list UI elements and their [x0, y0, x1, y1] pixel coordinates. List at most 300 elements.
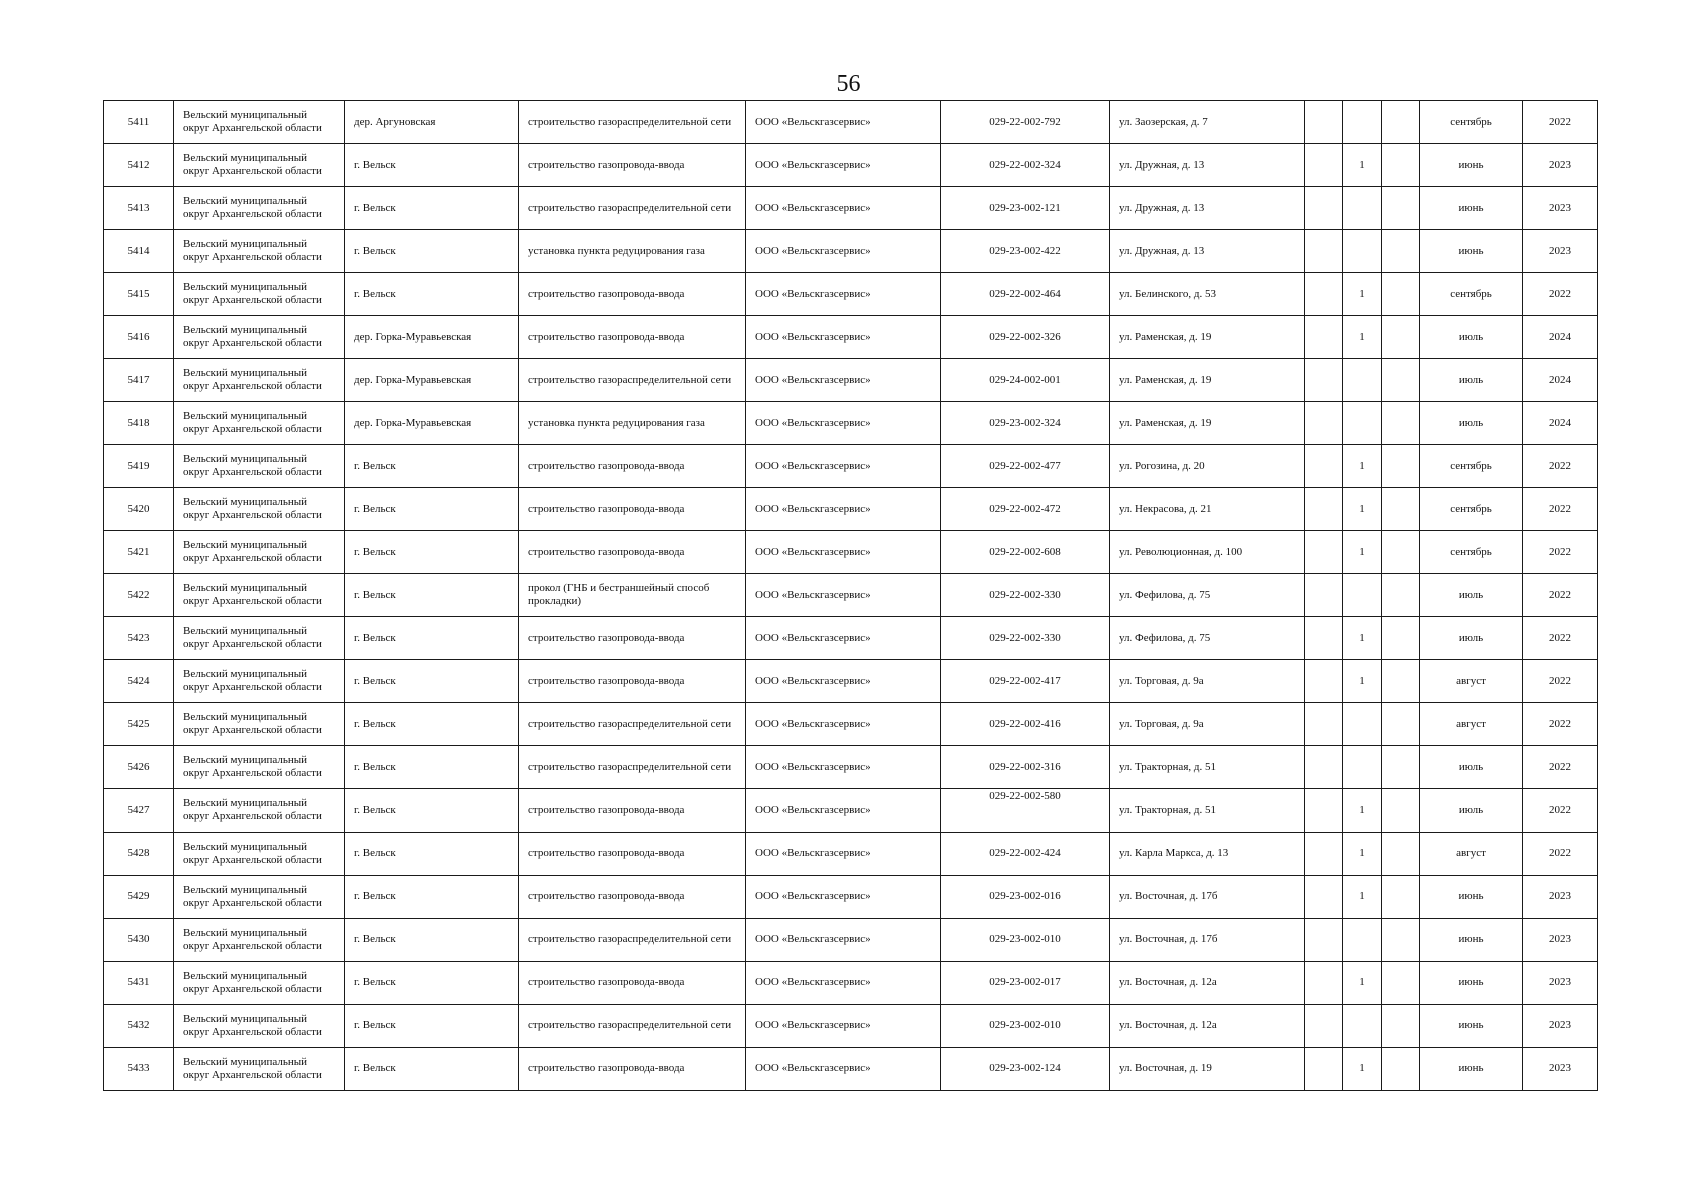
- empty-cell: [1305, 961, 1343, 1004]
- code-cell: 029-23-002-010: [941, 918, 1110, 961]
- locality-cell: г. Вельск: [345, 746, 519, 789]
- district-cell: Вельский муниципальный округ Архангельской области: [174, 1004, 345, 1047]
- quantity-cell: 1: [1343, 660, 1382, 703]
- row-number-cell: 5412: [104, 144, 174, 187]
- quantity-cell: [1343, 402, 1382, 445]
- table-row: [104, 187, 1598, 230]
- quantity-cell: 1: [1343, 488, 1382, 531]
- month-cell: август: [1420, 832, 1523, 875]
- empty-cell: [1382, 445, 1420, 488]
- quantity-cell: 1: [1343, 789, 1382, 833]
- quantity-cell: [1343, 746, 1382, 789]
- row-number-cell: 5426: [104, 746, 174, 789]
- quantity-cell: 1: [1343, 1047, 1382, 1090]
- address-cell: ул. Восточная, д. 12а: [1110, 1004, 1305, 1047]
- address-cell: ул. Фефилова, д. 75: [1110, 617, 1305, 660]
- organization-cell: ООО «Вельскгазсервис»: [746, 359, 941, 402]
- empty-cell: [1305, 187, 1343, 230]
- work-type-cell: строительство газопровода-ввода: [519, 445, 746, 488]
- month-cell: сентябрь: [1420, 488, 1523, 531]
- district-cell: Вельский муниципальный округ Архангельской области: [174, 230, 345, 273]
- organization-cell: ООО «Вельскгазсервис»: [746, 488, 941, 531]
- quantity-cell: [1343, 187, 1382, 230]
- empty-cell: [1382, 660, 1420, 703]
- empty-cell: [1382, 316, 1420, 359]
- address-cell: ул. Раменская, д. 19: [1110, 316, 1305, 359]
- empty-cell: [1382, 1047, 1420, 1090]
- address-cell: ул. Дружная, д. 13: [1110, 144, 1305, 187]
- table-row: [104, 918, 1598, 961]
- year-cell: 2022: [1523, 789, 1598, 833]
- work-type-cell: строительство газораспределительной сети: [519, 101, 746, 144]
- month-cell: июнь: [1420, 187, 1523, 230]
- row-number-cell: 5428: [104, 832, 174, 875]
- month-cell: сентябрь: [1420, 445, 1523, 488]
- district-cell: Вельский муниципальный округ Архангельской области: [174, 531, 345, 574]
- empty-cell: [1382, 875, 1420, 918]
- table-row: [104, 1047, 1598, 1090]
- row-number-cell: 5427: [104, 789, 174, 833]
- locality-cell: г. Вельск: [345, 273, 519, 316]
- work-type-cell: строительство газораспределительной сети: [519, 187, 746, 230]
- work-type-cell: строительство газопровода-ввода: [519, 144, 746, 187]
- table-row: [104, 875, 1598, 918]
- month-cell: июнь: [1420, 1047, 1523, 1090]
- empty-cell: [1305, 875, 1343, 918]
- empty-cell: [1305, 316, 1343, 359]
- empty-cell: [1382, 1004, 1420, 1047]
- district-cell: Вельский муниципальный округ Архангельской области: [174, 316, 345, 359]
- empty-cell: [1305, 918, 1343, 961]
- address-cell: ул. Раменская, д. 19: [1110, 359, 1305, 402]
- code-cell: 029-23-002-121: [941, 187, 1110, 230]
- address-cell: ул. Дружная, д. 13: [1110, 230, 1305, 273]
- organization-cell: ООО «Вельскгазсервис»: [746, 1047, 941, 1090]
- district-cell: Вельский муниципальный округ Архангельской области: [174, 918, 345, 961]
- quantity-cell: 1: [1343, 875, 1382, 918]
- year-cell: 2022: [1523, 101, 1598, 144]
- row-number-cell: 5418: [104, 402, 174, 445]
- empty-cell: [1305, 789, 1343, 833]
- code-cell: 029-22-002-477: [941, 445, 1110, 488]
- district-cell: Вельский муниципальный округ Архангельской области: [174, 187, 345, 230]
- district-cell: Вельский муниципальный округ Архангельской области: [174, 488, 345, 531]
- work-type-cell: строительство газораспределительной сети: [519, 746, 746, 789]
- empty-cell: [1305, 230, 1343, 273]
- locality-cell: г. Вельск: [345, 144, 519, 187]
- organization-cell: ООО «Вельскгазсервис»: [746, 832, 941, 875]
- address-cell: ул. Раменская, д. 19: [1110, 402, 1305, 445]
- locality-cell: г. Вельск: [345, 703, 519, 746]
- year-cell: 2022: [1523, 574, 1598, 617]
- empty-cell: [1305, 617, 1343, 660]
- year-cell: 2022: [1523, 445, 1598, 488]
- locality-cell: г. Вельск: [345, 617, 519, 660]
- organization-cell: ООО «Вельскгазсервис»: [746, 660, 941, 703]
- locality-cell: дер. Аргуновская: [345, 101, 519, 144]
- district-cell: Вельский муниципальный округ Архангельской области: [174, 1047, 345, 1090]
- empty-cell: [1305, 359, 1343, 402]
- row-number-cell: 5432: [104, 1004, 174, 1047]
- year-cell: 2023: [1523, 1047, 1598, 1090]
- table-row: [104, 488, 1598, 531]
- table-body: [104, 101, 1598, 1091]
- empty-cell: [1382, 144, 1420, 187]
- table-row: [104, 531, 1598, 574]
- address-cell: ул. Восточная, д. 12а: [1110, 961, 1305, 1004]
- district-cell: Вельский муниципальный округ Архангельской области: [174, 832, 345, 875]
- quantity-cell: [1343, 574, 1382, 617]
- empty-cell: [1305, 101, 1343, 144]
- row-number-cell: 5423: [104, 617, 174, 660]
- code-cell: 029-22-002-324: [941, 144, 1110, 187]
- code-cell: 029-22-002-464: [941, 273, 1110, 316]
- quantity-cell: 1: [1343, 617, 1382, 660]
- address-cell: ул. Рогозина, д. 20: [1110, 445, 1305, 488]
- empty-cell: [1382, 230, 1420, 273]
- district-cell: Вельский муниципальный округ Архангельской области: [174, 144, 345, 187]
- organization-cell: ООО «Вельскгазсервис»: [746, 875, 941, 918]
- code-cell: 029-22-002-417: [941, 660, 1110, 703]
- year-cell: 2022: [1523, 617, 1598, 660]
- year-cell: 2022: [1523, 488, 1598, 531]
- empty-cell: [1305, 445, 1343, 488]
- year-cell: 2023: [1523, 230, 1598, 273]
- month-cell: август: [1420, 660, 1523, 703]
- code-cell: 029-23-002-324: [941, 402, 1110, 445]
- year-cell: 2024: [1523, 359, 1598, 402]
- month-cell: июль: [1420, 402, 1523, 445]
- month-cell: июль: [1420, 746, 1523, 789]
- work-type-cell: установка пункта редуцирования газа: [519, 230, 746, 273]
- month-cell: июнь: [1420, 1004, 1523, 1047]
- row-number-cell: 5411: [104, 101, 174, 144]
- locality-cell: г. Вельск: [345, 1047, 519, 1090]
- year-cell: 2022: [1523, 660, 1598, 703]
- year-cell: 2023: [1523, 187, 1598, 230]
- address-cell: ул. Карла Маркса, д. 13: [1110, 832, 1305, 875]
- table-row: [104, 746, 1598, 789]
- locality-cell: г. Вельск: [345, 875, 519, 918]
- locality-cell: дер. Горка-Муравьевская: [345, 316, 519, 359]
- code-cell: 029-23-002-422: [941, 230, 1110, 273]
- organization-cell: ООО «Вельскгазсервис»: [746, 961, 941, 1004]
- quantity-cell: 1: [1343, 445, 1382, 488]
- empty-cell: [1305, 660, 1343, 703]
- organization-cell: ООО «Вельскгазсервис»: [746, 617, 941, 660]
- district-cell: Вельский муниципальный округ Архангельской области: [174, 402, 345, 445]
- district-cell: Вельский муниципальный округ Архангельской области: [174, 617, 345, 660]
- code-cell: 029-22-002-416: [941, 703, 1110, 746]
- empty-cell: [1305, 1047, 1343, 1090]
- table-row: [104, 230, 1598, 273]
- address-cell: ул. Восточная, д. 17б: [1110, 875, 1305, 918]
- row-number-cell: 5420: [104, 488, 174, 531]
- work-type-cell: строительство газопровода-ввода: [519, 832, 746, 875]
- work-type-cell: строительство газопровода-ввода: [519, 617, 746, 660]
- code-cell: 029-22-002-580: [941, 789, 1110, 833]
- quantity-cell: 1: [1343, 531, 1382, 574]
- address-cell: ул. Заозерская, д. 7: [1110, 101, 1305, 144]
- quantity-cell: [1343, 101, 1382, 144]
- district-cell: Вельский муниципальный округ Архангельской области: [174, 875, 345, 918]
- month-cell: сентябрь: [1420, 531, 1523, 574]
- row-number-cell: 5431: [104, 961, 174, 1004]
- empty-cell: [1382, 359, 1420, 402]
- locality-cell: г. Вельск: [345, 660, 519, 703]
- quantity-cell: 1: [1343, 144, 1382, 187]
- locality-cell: дер. Горка-Муравьевская: [345, 359, 519, 402]
- address-cell: ул. Фефилова, д. 75: [1110, 574, 1305, 617]
- work-type-cell: строительство газопровода-ввода: [519, 1047, 746, 1090]
- year-cell: 2024: [1523, 402, 1598, 445]
- table-row: [104, 789, 1598, 833]
- organization-cell: ООО «Вельскгазсервис»: [746, 789, 941, 833]
- work-type-cell: строительство газораспределительной сети: [519, 918, 746, 961]
- month-cell: сентябрь: [1420, 273, 1523, 316]
- table-row: [104, 273, 1598, 316]
- locality-cell: г. Вельск: [345, 488, 519, 531]
- work-type-cell: строительство газопровода-ввода: [519, 660, 746, 703]
- empty-cell: [1382, 918, 1420, 961]
- code-cell: 029-22-002-330: [941, 617, 1110, 660]
- page-number: 56: [836, 71, 861, 97]
- locality-cell: г. Вельск: [345, 531, 519, 574]
- code-cell: 029-22-002-792: [941, 101, 1110, 144]
- year-cell: 2022: [1523, 746, 1598, 789]
- year-cell: 2024: [1523, 316, 1598, 359]
- month-cell: август: [1420, 703, 1523, 746]
- work-type-cell: строительство газопровода-ввода: [519, 316, 746, 359]
- empty-cell: [1305, 703, 1343, 746]
- address-cell: ул. Дружная, д. 13: [1110, 187, 1305, 230]
- district-cell: Вельский муниципальный округ Архангельской области: [174, 961, 345, 1004]
- organization-cell: ООО «Вельскгазсервис»: [746, 445, 941, 488]
- row-number-cell: 5425: [104, 703, 174, 746]
- row-number-cell: 5424: [104, 660, 174, 703]
- code-cell: 029-22-002-472: [941, 488, 1110, 531]
- quantity-cell: 1: [1343, 961, 1382, 1004]
- address-cell: ул. Белинского, д. 53: [1110, 273, 1305, 316]
- gasification-table: [103, 100, 1598, 1091]
- month-cell: июль: [1420, 789, 1523, 833]
- empty-cell: [1305, 531, 1343, 574]
- address-cell: ул. Революционная, д. 100: [1110, 531, 1305, 574]
- row-number-cell: 5414: [104, 230, 174, 273]
- organization-cell: ООО «Вельскгазсервис»: [746, 402, 941, 445]
- work-type-cell: прокол (ГНБ и бестраншейный способ прокладки): [519, 574, 746, 617]
- work-type-cell: строительство газопровода-ввода: [519, 961, 746, 1004]
- empty-cell: [1382, 402, 1420, 445]
- organization-cell: ООО «Вельскгазсервис»: [746, 187, 941, 230]
- row-number-cell: 5433: [104, 1047, 174, 1090]
- empty-cell: [1382, 832, 1420, 875]
- month-cell: июнь: [1420, 144, 1523, 187]
- row-number-cell: 5416: [104, 316, 174, 359]
- table-row: [104, 660, 1598, 703]
- month-cell: июль: [1420, 617, 1523, 660]
- month-cell: июль: [1420, 574, 1523, 617]
- row-number-cell: 5422: [104, 574, 174, 617]
- table-row: [104, 144, 1598, 187]
- district-cell: Вельский муниципальный округ Архангельской области: [174, 746, 345, 789]
- code-cell: 029-22-002-326: [941, 316, 1110, 359]
- year-cell: 2022: [1523, 703, 1598, 746]
- quantity-cell: 1: [1343, 832, 1382, 875]
- address-cell: ул. Торговая, д. 9а: [1110, 660, 1305, 703]
- empty-cell: [1305, 746, 1343, 789]
- empty-cell: [1382, 789, 1420, 833]
- table-row: [104, 101, 1598, 144]
- empty-cell: [1382, 187, 1420, 230]
- locality-cell: дер. Горка-Муравьевская: [345, 402, 519, 445]
- empty-cell: [1382, 746, 1420, 789]
- work-type-cell: строительство газопровода-ввода: [519, 531, 746, 574]
- locality-cell: г. Вельск: [345, 187, 519, 230]
- empty-cell: [1382, 961, 1420, 1004]
- code-cell: 029-23-002-010: [941, 1004, 1110, 1047]
- quantity-cell: [1343, 918, 1382, 961]
- work-type-cell: строительство газораспределительной сети: [519, 359, 746, 402]
- locality-cell: г. Вельск: [345, 789, 519, 833]
- code-cell: 029-23-002-016: [941, 875, 1110, 918]
- address-cell: ул. Тракторная, д. 51: [1110, 746, 1305, 789]
- district-cell: Вельский муниципальный округ Архангельской области: [174, 574, 345, 617]
- organization-cell: ООО «Вельскгазсервис»: [746, 230, 941, 273]
- quantity-cell: [1343, 703, 1382, 746]
- empty-cell: [1305, 144, 1343, 187]
- code-cell: 029-22-002-608: [941, 531, 1110, 574]
- row-number-cell: 5429: [104, 875, 174, 918]
- table-row: [104, 402, 1598, 445]
- organization-cell: ООО «Вельскгазсервис»: [746, 273, 941, 316]
- month-cell: сентябрь: [1420, 101, 1523, 144]
- quantity-cell: 1: [1343, 273, 1382, 316]
- district-cell: Вельский муниципальный округ Архангельской области: [174, 359, 345, 402]
- empty-cell: [1382, 273, 1420, 316]
- work-type-cell: строительство газораспределительной сети: [519, 1004, 746, 1047]
- row-number-cell: 5419: [104, 445, 174, 488]
- locality-cell: г. Вельск: [345, 832, 519, 875]
- year-cell: 2023: [1523, 918, 1598, 961]
- locality-cell: г. Вельск: [345, 1004, 519, 1047]
- empty-cell: [1382, 488, 1420, 531]
- quantity-cell: [1343, 230, 1382, 273]
- organization-cell: ООО «Вельскгазсервис»: [746, 531, 941, 574]
- district-cell: Вельский муниципальный округ Архангельской области: [174, 703, 345, 746]
- month-cell: июнь: [1420, 918, 1523, 961]
- organization-cell: ООО «Вельскгазсервис»: [746, 703, 941, 746]
- year-cell: 2022: [1523, 832, 1598, 875]
- table-row: [104, 832, 1598, 875]
- year-cell: 2023: [1523, 875, 1598, 918]
- empty-cell: [1305, 574, 1343, 617]
- month-cell: июнь: [1420, 961, 1523, 1004]
- table-row: [104, 703, 1598, 746]
- district-cell: Вельский муниципальный округ Архангельской области: [174, 660, 345, 703]
- work-type-cell: строительство газопровода-ввода: [519, 488, 746, 531]
- district-cell: Вельский муниципальный округ Архангельской области: [174, 101, 345, 144]
- district-cell: Вельский муниципальный округ Архангельской области: [174, 789, 345, 833]
- organization-cell: ООО «Вельскгазсервис»: [746, 918, 941, 961]
- district-cell: Вельский муниципальный округ Архангельской области: [174, 445, 345, 488]
- empty-cell: [1305, 832, 1343, 875]
- organization-cell: ООО «Вельскгазсервис»: [746, 574, 941, 617]
- quantity-cell: [1343, 359, 1382, 402]
- row-number-cell: 5421: [104, 531, 174, 574]
- empty-cell: [1305, 488, 1343, 531]
- locality-cell: г. Вельск: [345, 918, 519, 961]
- year-cell: 2022: [1523, 273, 1598, 316]
- locality-cell: г. Вельск: [345, 574, 519, 617]
- month-cell: июнь: [1420, 875, 1523, 918]
- empty-cell: [1305, 402, 1343, 445]
- table-row: [104, 617, 1598, 660]
- work-type-cell: строительство газопровода-ввода: [519, 789, 746, 833]
- quantity-cell: [1343, 1004, 1382, 1047]
- address-cell: ул. Торговая, д. 9а: [1110, 703, 1305, 746]
- district-cell: Вельский муниципальный округ Архангельской области: [174, 273, 345, 316]
- row-number-cell: 5413: [104, 187, 174, 230]
- row-number-cell: 5430: [104, 918, 174, 961]
- month-cell: июль: [1420, 359, 1523, 402]
- address-cell: ул. Тракторная, д. 51: [1110, 789, 1305, 833]
- work-type-cell: строительство газораспределительной сети: [519, 703, 746, 746]
- empty-cell: [1382, 531, 1420, 574]
- code-cell: 029-23-002-017: [941, 961, 1110, 1004]
- year-cell: 2023: [1523, 144, 1598, 187]
- empty-cell: [1305, 273, 1343, 316]
- locality-cell: г. Вельск: [345, 445, 519, 488]
- organization-cell: ООО «Вельскгазсервис»: [746, 101, 941, 144]
- table-row: [104, 445, 1598, 488]
- work-type-cell: строительство газопровода-ввода: [519, 273, 746, 316]
- row-number-cell: 5415: [104, 273, 174, 316]
- table-row: [104, 1004, 1598, 1047]
- row-number-cell: 5417: [104, 359, 174, 402]
- year-cell: 2023: [1523, 1004, 1598, 1047]
- locality-cell: г. Вельск: [345, 230, 519, 273]
- organization-cell: ООО «Вельскгазсервис»: [746, 316, 941, 359]
- table-row: [104, 316, 1598, 359]
- work-type-cell: строительство газопровода-ввода: [519, 875, 746, 918]
- organization-cell: ООО «Вельскгазсервис»: [746, 1004, 941, 1047]
- code-cell: 029-22-002-330: [941, 574, 1110, 617]
- table-row: [104, 574, 1598, 617]
- empty-cell: [1305, 1004, 1343, 1047]
- empty-cell: [1382, 703, 1420, 746]
- organization-cell: ООО «Вельскгазсервис»: [746, 746, 941, 789]
- work-type-cell: установка пункта редуцирования газа: [519, 402, 746, 445]
- year-cell: 2023: [1523, 961, 1598, 1004]
- address-cell: ул. Восточная, д. 17б: [1110, 918, 1305, 961]
- month-cell: июнь: [1420, 230, 1523, 273]
- table-row: [104, 961, 1598, 1004]
- code-cell: 029-22-002-424: [941, 832, 1110, 875]
- address-cell: ул. Восточная, д. 19: [1110, 1047, 1305, 1090]
- quantity-cell: 1: [1343, 316, 1382, 359]
- code-cell: 029-24-002-001: [941, 359, 1110, 402]
- month-cell: июль: [1420, 316, 1523, 359]
- address-cell: ул. Некрасова, д. 21: [1110, 488, 1305, 531]
- code-cell: 029-22-002-316: [941, 746, 1110, 789]
- year-cell: 2022: [1523, 531, 1598, 574]
- table-row: [104, 359, 1598, 402]
- empty-cell: [1382, 617, 1420, 660]
- code-cell: 029-23-002-124: [941, 1047, 1110, 1090]
- empty-cell: [1382, 101, 1420, 144]
- locality-cell: г. Вельск: [345, 961, 519, 1004]
